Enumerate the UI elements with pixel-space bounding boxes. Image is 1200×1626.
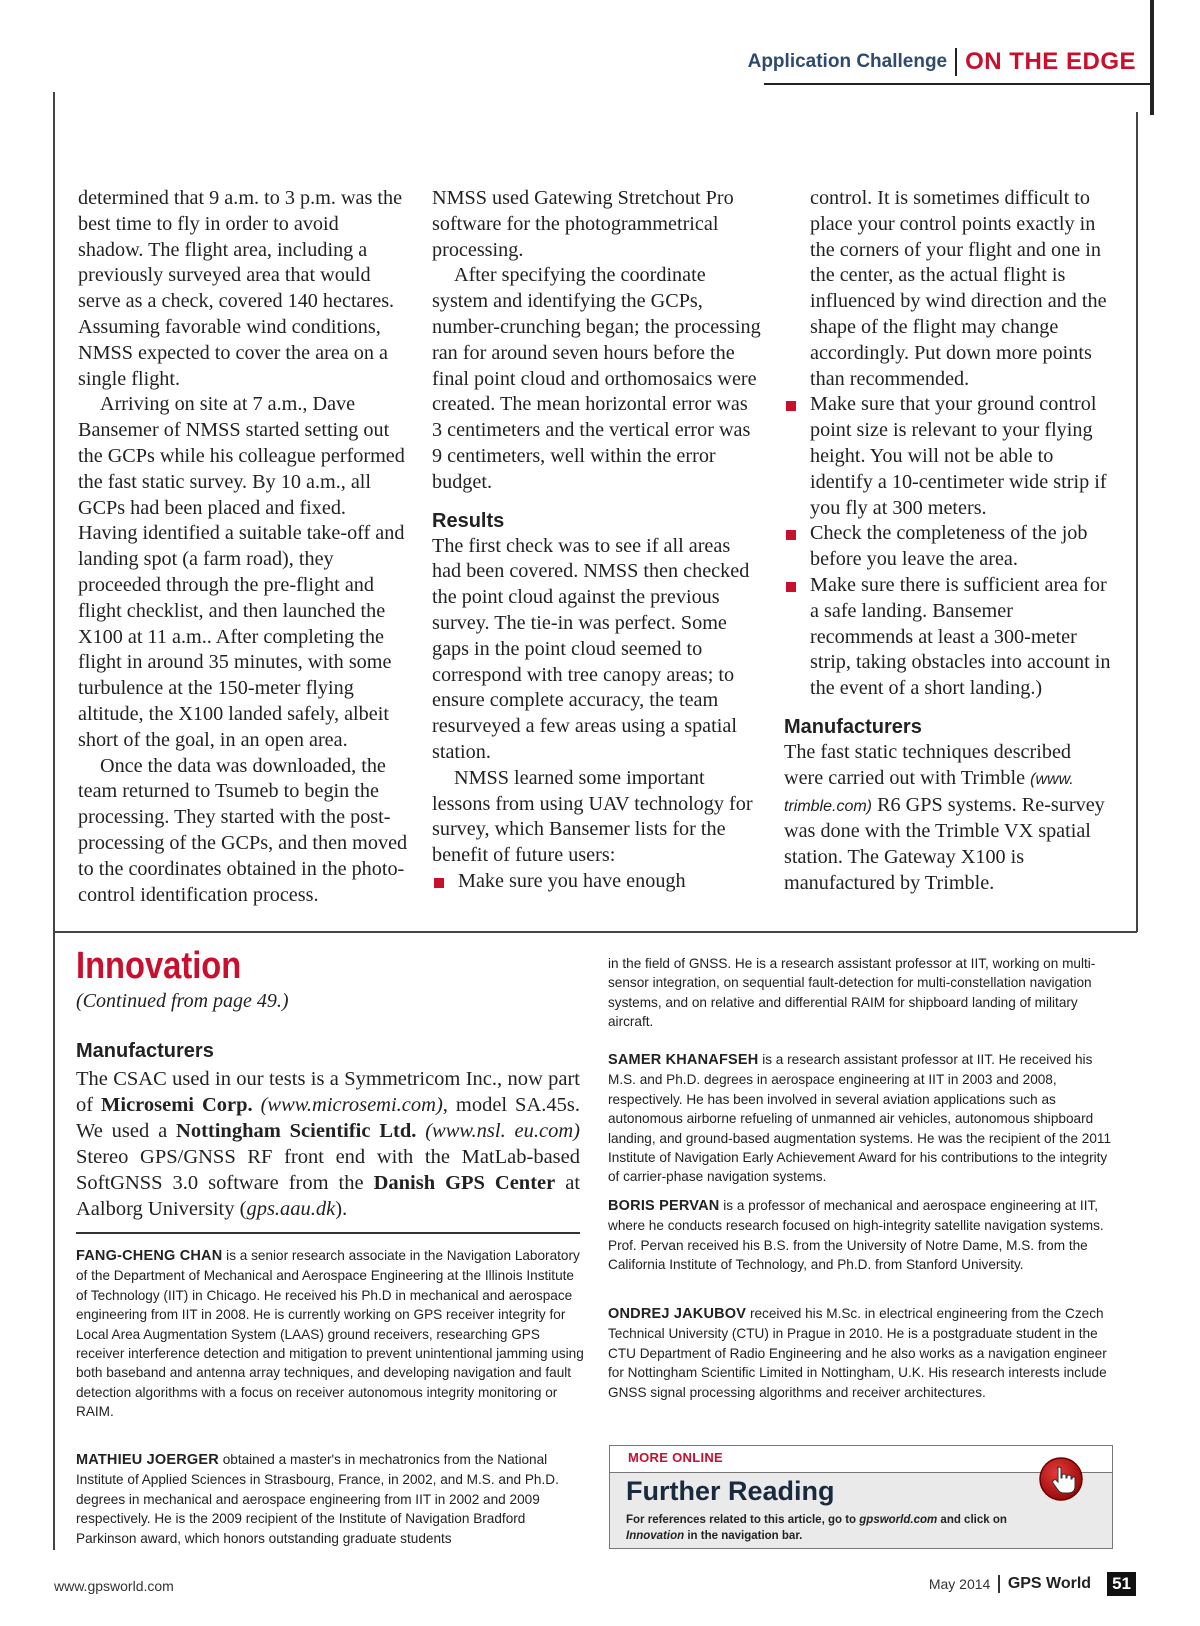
text-run: ).	[335, 1198, 348, 1220]
results-heading: Results	[432, 509, 505, 532]
author-bio-pervan	[608, 1196, 1116, 1275]
header-vertical-rule	[1150, 0, 1154, 115]
frame-left-rule	[53, 92, 55, 932]
bullet-text: Make sure there is sufficient area for a safe landing. Bansemer recommends at least a 300-meter strip, taking obstacles into account in the event of a short landing.)	[810, 573, 1111, 700]
bullet-text: Make sure that your ground control point size is relevant to your flying height. You will not be able to identify a 10-centimeter wide strip if you fly at 300 meters.	[810, 393, 1107, 519]
author-bio-jakubov	[608, 1304, 1116, 1402]
article-column-3	[784, 186, 1114, 897]
company-name: Microsemi Corp.	[101, 1094, 253, 1116]
author-name: MATHIEU JOERGER	[76, 1452, 219, 1468]
hand-cursor-icon[interactable]	[1038, 1456, 1084, 1502]
bio-text: is a senior research associate in the Navigation Laboratory of the Department of Mechanical and Aerospace Engineering at the Illinois Institute of Technology (IIT) in Chicago. He received his Ph.D in mechanical and aerospace engineering from IIT in 2008. He is currently working on GPS receiver integrity for Local Area Augmentation System (LAAS) ground receivers, researching GPS receiver interference detection and mitigation to prevent unintentional jamming using both baseband and antenna array techniques, and developing navigation and fault detection algorithms with a focus on receiver autonomous integrity monitoring or RAIM.	[76, 1248, 584, 1420]
nsl-url[interactable]: (www.nsl. eu.com)	[425, 1120, 580, 1142]
issue-date: May 2014	[928, 1576, 991, 1592]
author-bio-joerger-continued: in the field of GNSS. He is a research assistant professor at IIT, working on multi-sensor integration, on sequential fault-detection for multi-constellation navigation systems, and on relative and differential RAIM for shipboard landing of military aircraft.	[608, 956, 1096, 1030]
header-underline	[764, 83, 1154, 85]
author-bio-joerger	[76, 1450, 584, 1548]
paragraph: determined that 9 a.m. to 3 p.m. was the best time to fly in order to avoid shadow. The flight area, including a previously surveyed area that would serve as a check, covered 140 hectares. Assuming favorable wind conditions, NMSS expected to cover the area on a single flight.	[78, 187, 403, 390]
continued-note: (Continued from page 49.)	[76, 990, 289, 1012]
paragraph: Once the data was downloaded, the team returned to Tsumeb to begin the processing. They started with the post-processing of the GCPs, and then moved to the coordinates obtained in the photo-control identification process.	[78, 754, 408, 906]
list-item	[784, 521, 1114, 573]
header-separator	[955, 48, 957, 76]
square-bullet-icon	[786, 582, 796, 592]
text-run: The fast static techniques described were carried out with Trimble	[784, 740, 1072, 789]
paragraph: Arriving on site at 7 a.m., Dave Bansemer of NMSS started setting out the GCPs while his colleague performed the fast static survey. By 10 a.m., all GCPs had been placed and fixed. Having identified a suitable take-off and landing spot (a farm road), they proceeded through the pre-flight and flight checklist, and then launched the X100 at 11 a.m.. After completing the flight in around 35 minutes, with some turbulence at the 150-meter flying altitude, the X100 landed safely, albeit short of the goal, in an open area.	[78, 393, 405, 751]
innovation-title: Innovation	[76, 945, 242, 987]
square-bullet-icon	[786, 401, 796, 411]
gpsworld-link[interactable]: gpsworld.com	[859, 1514, 938, 1526]
microsemi-url[interactable]: (www.microsemi.com)	[260, 1094, 443, 1116]
bullet-text: Check the completeness of the job before you leave the area.	[810, 522, 1088, 571]
section-rule	[76, 1232, 580, 1234]
author-name: FANG-CHENG CHAN	[76, 1248, 223, 1264]
company-name: Danish GPS Center	[373, 1172, 556, 1194]
paragraph	[784, 740, 1114, 897]
footer-folio	[929, 1572, 1136, 1596]
manufacturers-heading: Manufacturers	[784, 715, 922, 738]
bio-text: received his M.Sc. in electrical engineering from the Czech Technical University (CTU) in Prague in 2010. He is a postgraduate student in the CTU Department of Radio Engineering and he also works as a navigation engineer for Nottingham Scientific Limited in Nottingham, U.K. His research interests include GNSS signal processing algorithms and receiver architectures.	[608, 1306, 1107, 1400]
magazine-name: GPS World	[1007, 1575, 1092, 1592]
paragraph: The first check was to see if all areas had been covered. NMSS then checked the point cloud against the previous survey. The tie-in was perfect. Some gaps in the point cloud seemed to correspond with tree canopy areas; to ensure complete accuracy, the team resurveyed a few areas using a spatial station.	[432, 534, 750, 763]
footer-separator	[998, 1575, 1000, 1593]
footer-website[interactable]: www.gpsworld.com	[54, 1578, 174, 1594]
running-header	[748, 48, 1136, 76]
bio-text: is a research assistant professor at IIT. He received his M.S. and Ph.D. degrees in aerospace engineering at IIT in 2003 and 2008, respectively. He has been involved in several aviation applications such as autonomous airborne refueling of unmanned air vehicles, autonomous shipboard landing, and ground-based augmentation systems. He was the recipient of the 2011 Institute of Navigation Early Achievement Award for his contributions to the integrity of carrier-phase navigation systems.	[608, 1052, 1112, 1185]
square-bullet-icon	[434, 878, 444, 888]
paragraph: After specifying the coordinate system and identifying the GCPs, number-crunching began; the processing ran for around seven hours before the final point cloud and orthomosaics were created. The mean horizontal error was 3 centimeters and the vertical error was 9 centimeters, well within the error budget.	[432, 264, 761, 493]
author-bio-khanafseh	[608, 1050, 1116, 1187]
more-online-strip	[610, 1446, 1112, 1473]
text-run: Stereo GPS/GNSS RF front end with the MatLab-based SoftGNSS 3.0 software from the	[76, 1146, 580, 1194]
article-column-2	[432, 186, 762, 895]
bullet-text: Make sure you have enough	[458, 869, 686, 892]
text-run: The CSAC used in our tests is a Symmetricom Inc., now part of	[76, 1068, 580, 1116]
list-item	[432, 869, 762, 895]
text-run: For references related to this article, go to	[626, 1514, 857, 1526]
bullet-continuation: control. It is sometimes difficult to place your control points exactly in the corners of your flight and one in the center, as the actual flight is influenced by wind direction and the shape of the flight may change accordingly. Put down more points than recommended.	[810, 187, 1107, 390]
author-name: BORIS PERVAN	[608, 1198, 720, 1214]
text-run: , model SA.45s. We used a	[76, 1094, 580, 1142]
frame-right-rule	[1136, 112, 1138, 932]
article-column-1	[78, 186, 408, 908]
frame-bottom-rule	[53, 931, 1137, 933]
header-section-label: Application Challenge	[747, 51, 948, 72]
author-name: SAMER KHANAFSEH	[608, 1052, 759, 1068]
square-bullet-icon	[786, 530, 796, 540]
tips-list	[432, 869, 762, 895]
company-name: Nottingham Scientific Ltd.	[176, 1120, 417, 1142]
aau-url[interactable]: gps.aau.dk	[246, 1198, 336, 1220]
author-bio-chan	[76, 1246, 584, 1422]
text-run: at Aalborg University (	[76, 1172, 581, 1220]
list-item	[784, 573, 1114, 702]
innovation-manufacturers-text	[76, 1066, 580, 1222]
page-number: 51	[1107, 1572, 1136, 1596]
innovation-manufacturers-heading: Manufacturers	[76, 1040, 214, 1062]
text-run: in the navigation bar.	[687, 1530, 803, 1542]
more-online-box[interactable]	[609, 1445, 1113, 1549]
further-reading-text	[626, 1512, 1056, 1544]
bio-text: is a professor of mechanical and aerospace engineering at IIT, where he conducts research focused on high-integrity satellite navigation systems. Prof. Pervan received his B.S. from the University of Notre Dame, M.S. from the California Institute of Technology, and Ph.D. from Stanford University.	[608, 1198, 1104, 1273]
text-run: R6 GPS systems. Re-survey was done with the Trimble VX spatial station. The Gateway X100 is manufactured by Trimble.	[784, 793, 1105, 894]
innovation-link[interactable]: Innovation	[626, 1530, 685, 1542]
header-title: ON THE EDGE	[965, 48, 1136, 75]
more-online-label: MORE ONLINE	[628, 1450, 724, 1465]
further-reading-title: Further Reading	[626, 1476, 835, 1506]
author-name: ONDREJ JAKUBOV	[608, 1306, 747, 1322]
paragraph: NMSS used Gatewing Stretchout Pro software for the photogrammetrical processing.	[432, 187, 734, 261]
trimble-url[interactable]: (www. trimble.com)	[784, 770, 1074, 815]
bio-text: obtained a master's in mechatronics from the National Institute of Applied Sciences in Strasbourg, France, in 2002, and M.S. and Ph.D. degrees in mechanical and aerospace engineering from IIT in 2002 and 2009 respectively. He is the 2009 recipient of the Institute of Navigation Bradford Parkinson award, which honors outstanding graduate students	[76, 1452, 559, 1546]
list-item	[784, 392, 1114, 521]
tips-list-continued	[784, 392, 1114, 702]
paragraph: NMSS learned some important lessons from using UAV technology for survey, which Bansemer lists for the benefit of future users:	[432, 766, 753, 867]
frame-left-rule-lower	[53, 932, 55, 1550]
text-run: and click on	[940, 1514, 1007, 1526]
